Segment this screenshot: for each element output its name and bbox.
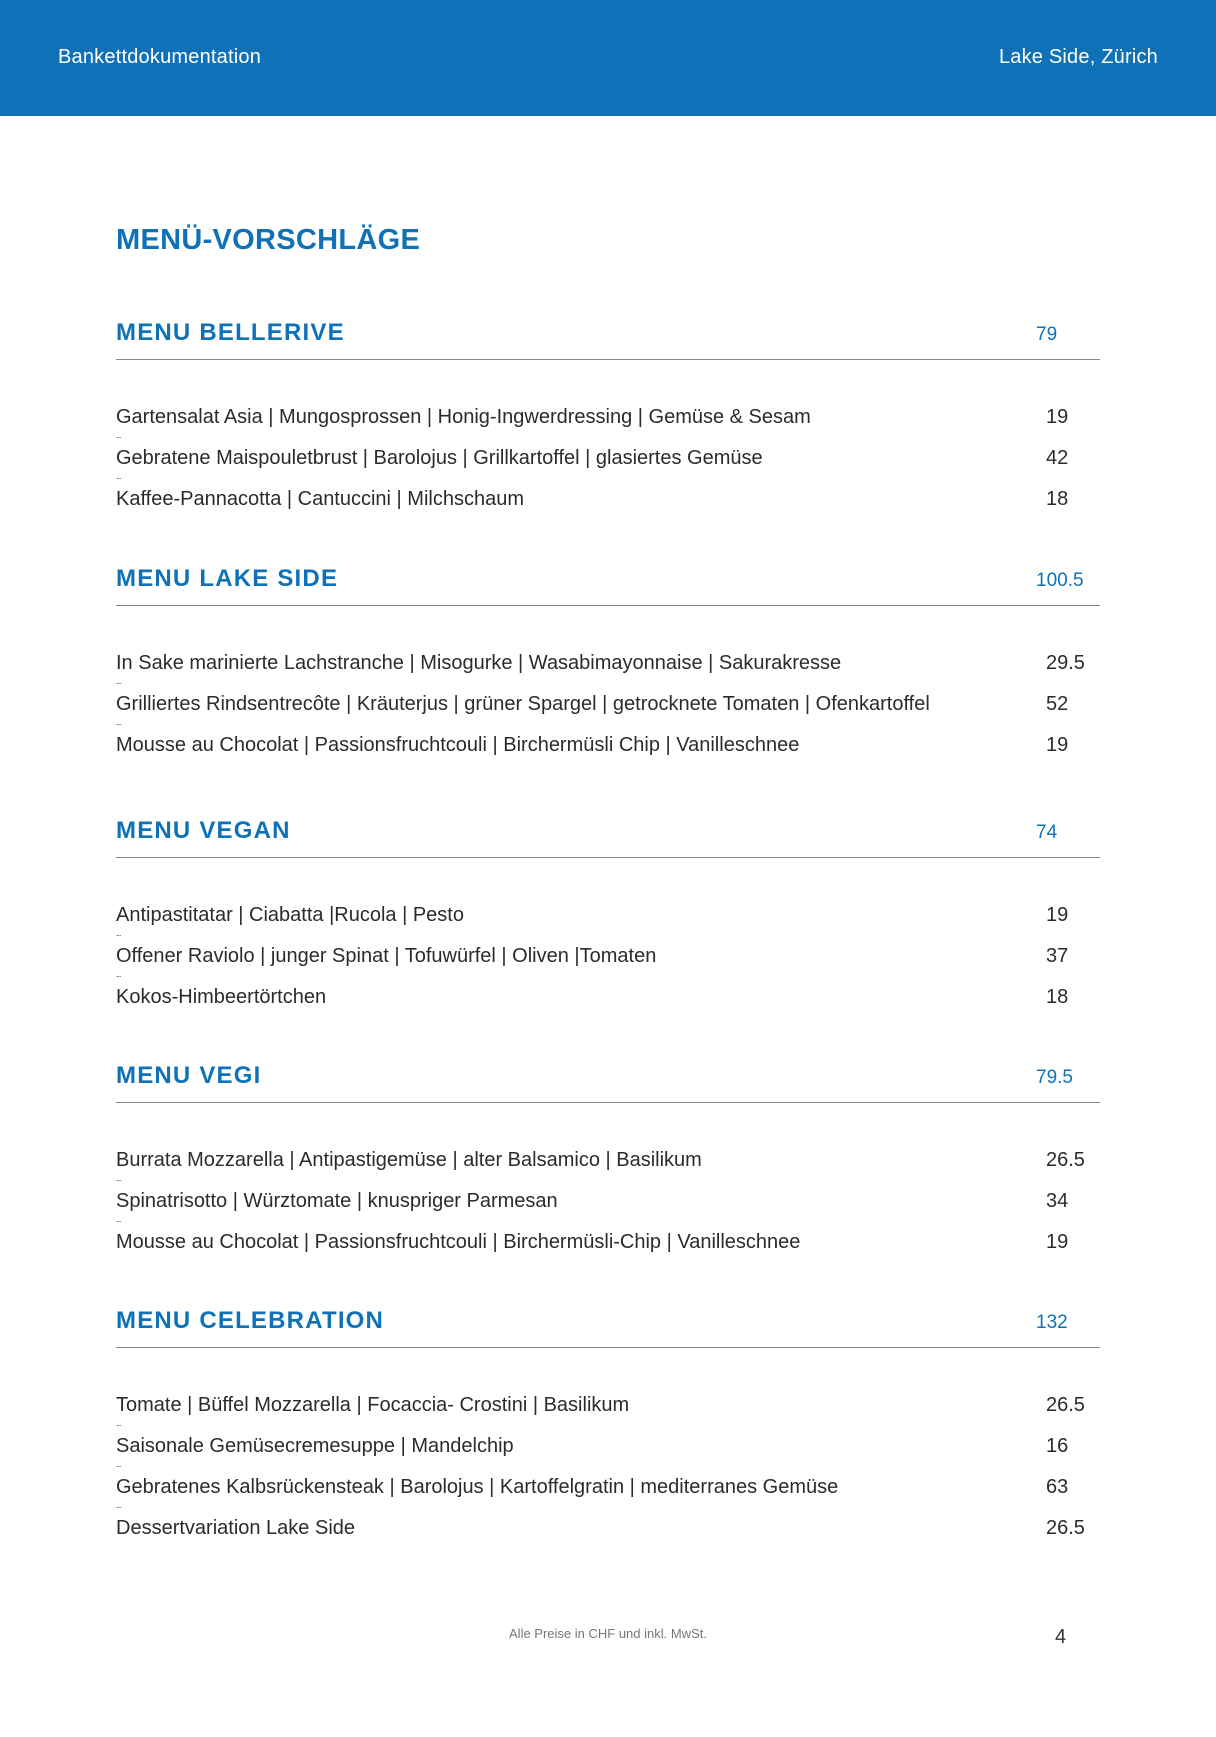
menu-total-price: 132 (1036, 1312, 1068, 1333)
course-price: 19 (1046, 1231, 1069, 1253)
course-list (116, 652, 1100, 775)
menu-section (116, 315, 1100, 529)
menu-heading (116, 561, 1100, 606)
menu-total-price: 74 (1036, 822, 1058, 843)
page-title: MENÜ-VORSCHLÄGE (116, 224, 421, 256)
menu-total-price: 79.5 (1036, 1067, 1073, 1088)
course-price: 19 (1046, 406, 1069, 428)
course-name: Mousse au Chocolat | Passionsfruchtcouli | Birchermüsli Chip | Vanilleschnee (116, 734, 800, 756)
course-row (116, 1435, 1100, 1476)
course-separator: ... (116, 1459, 121, 1469)
menu-heading (116, 315, 1100, 360)
menu-name: MENU BELLERIVE (116, 319, 345, 346)
course-name: Offener Raviolo | junger Spinat | Tofuwürfel | Oliven |Tomaten (116, 945, 657, 967)
menu-heading (116, 813, 1100, 858)
course-separator: ... (116, 1173, 121, 1183)
course-row (116, 693, 1100, 734)
course-row (116, 904, 1100, 945)
course-price: 42 (1046, 447, 1069, 469)
course-price: 26.5 (1046, 1149, 1085, 1171)
course-separator: ... (116, 676, 121, 686)
course-name: Spinatrisotto | Würztomate | knuspriger Parmesan (116, 1190, 558, 1212)
course-price: 29.5 (1046, 652, 1085, 674)
course-price: 16 (1046, 1435, 1069, 1457)
course-row (116, 652, 1100, 693)
course-list (116, 904, 1100, 1027)
menu-name: MENU CELEBRATION (116, 1307, 385, 1334)
course-price: 18 (1046, 488, 1069, 510)
menu-section (116, 1303, 1100, 1558)
menu-name: MENU VEGI (116, 1062, 262, 1089)
course-price: 26.5 (1046, 1517, 1085, 1539)
course-row (116, 1190, 1100, 1231)
course-price: 34 (1046, 1190, 1069, 1212)
course-name: Burrata Mozzarella | Antipastigemüse | alter Balsamico | Basilikum (116, 1149, 702, 1171)
page-header (0, 0, 1216, 116)
course-name: Tomate | Büffel Mozzarella | Focaccia- Crostini | Basilikum (116, 1394, 630, 1416)
course-separator: ... (116, 928, 121, 938)
course-separator: ... (116, 1214, 121, 1224)
menu-heading (116, 1303, 1100, 1348)
course-row (116, 406, 1100, 447)
page-number: 4 (1055, 1626, 1067, 1648)
menu-section (116, 561, 1100, 775)
course-price: 63 (1046, 1476, 1069, 1498)
header-location: Lake Side, Zürich (998, 46, 1158, 68)
course-name: Kokos-Himbeertörtchen (116, 986, 327, 1008)
course-name: Mousse au Chocolat | Passionsfruchtcouli | Birchermüsli-Chip | Vanilleschnee (116, 1231, 801, 1253)
course-list (116, 1149, 1100, 1272)
course-price: 19 (1046, 904, 1069, 926)
course-name: Kaffee-Pannacotta | Cantuccini | Milchschaum (116, 488, 525, 510)
menu-section (116, 1058, 1100, 1272)
course-row (116, 986, 1100, 1027)
course-name: Dessertvariation Lake Side (116, 1517, 356, 1539)
menu-heading (116, 1058, 1100, 1103)
course-separator: ... (116, 1500, 121, 1510)
course-row (116, 447, 1100, 488)
course-name: In Sake marinierte Lachstranche | Misogurke | Wasabimayonnaise | Sakurakresse (116, 652, 842, 674)
course-price: 26.5 (1046, 1394, 1085, 1416)
course-name: Gebratene Maispouletbrust | Barolojus | Grillkartoffel | glasiertes Gemüse (116, 447, 763, 469)
course-row (116, 734, 1100, 775)
course-row (116, 1149, 1100, 1190)
menu-name: MENU LAKE SIDE (116, 565, 339, 592)
header-document-title: Bankettdokumentation (58, 46, 262, 68)
course-row (116, 488, 1100, 529)
course-row (116, 1231, 1100, 1272)
course-name: Saisonale Gemüsecremesuppe | Mandelchip (116, 1435, 514, 1457)
course-row (116, 1517, 1100, 1558)
menu-total-price: 79 (1036, 324, 1058, 345)
course-list (116, 406, 1100, 529)
course-row (116, 1476, 1100, 1517)
course-row (116, 945, 1100, 986)
course-separator: ... (116, 717, 121, 727)
course-list (116, 1394, 1100, 1558)
course-name: Antipastitatar | Ciabatta |Rucola | Pesto (116, 904, 464, 926)
course-name: Gartensalat Asia | Mungosprossen | Honig-Ingwerdressing | Gemüse & Sesam (116, 406, 811, 428)
course-name: Grilliertes Rindsentrecôte | Kräuterjus | grüner Spargel | getrocknete Tomaten | Ofenkartoffel (116, 693, 930, 715)
course-separator: ... (116, 1418, 121, 1428)
footer-price-note: Alle Preise in CHF und inkl. MwSt. (509, 1626, 707, 1641)
course-separator: ... (116, 430, 121, 440)
menu-section (116, 813, 1100, 1027)
course-row (116, 1394, 1100, 1435)
menu-total-price: 100.5 (1036, 570, 1084, 591)
course-price: 19 (1046, 734, 1069, 756)
course-name: Gebratenes Kalbsrückensteak | Barolojus | Kartoffelgratin | mediterranes Gemüse (116, 1476, 839, 1498)
course-separator: ... (116, 969, 121, 979)
course-price: 18 (1046, 986, 1069, 1008)
menu-name: MENU VEGAN (116, 817, 291, 844)
course-separator: ... (116, 471, 121, 481)
course-price: 52 (1046, 693, 1069, 715)
course-price: 37 (1046, 945, 1069, 967)
